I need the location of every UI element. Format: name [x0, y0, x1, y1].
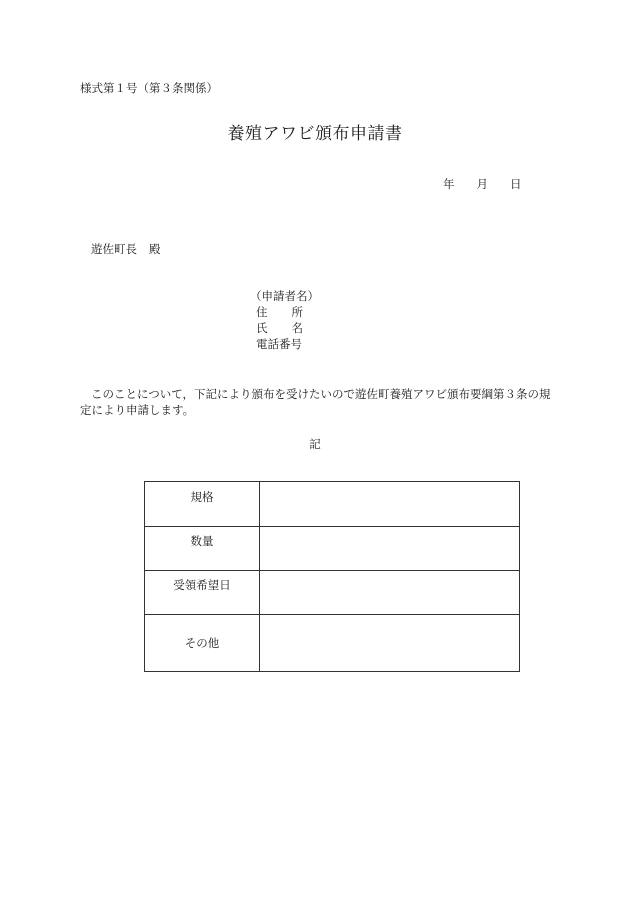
applicant-address-char-2: 所 — [291, 305, 303, 319]
applicant-address-label — [250, 304, 319, 320]
table-row — [145, 482, 520, 527]
table-label-other: その他 — [145, 615, 260, 672]
table-row — [145, 615, 520, 672]
table-value-quantity[interactable] — [260, 527, 520, 571]
applicant-block — [250, 288, 319, 352]
date-day-label: 日 — [510, 177, 522, 191]
body-text: このことについて，下記により頒布を受けたいので遊佐町養殖アワビ頒布要綱第３条の規定により申請します。 — [80, 387, 551, 417]
table-row — [145, 571, 520, 615]
ki-heading: 記 — [309, 437, 321, 451]
table-value-spec[interactable] — [260, 482, 520, 527]
date-month-label: 月 — [476, 177, 488, 191]
table-value-other[interactable] — [260, 615, 520, 672]
applicant-address-char-1: 住 — [256, 305, 268, 319]
applicant-name-label — [250, 320, 319, 336]
table-value-desired-date[interactable] — [260, 571, 520, 615]
date-year-label: 年 — [443, 177, 455, 191]
table-label-spec: 規格 — [145, 482, 260, 527]
applicant-heading: （申請者名） — [250, 289, 319, 303]
applicant-name-char-1: 氏 — [256, 321, 268, 335]
recipient-name: 遊佐町長 — [91, 242, 137, 256]
recipient-honorific: 殿 — [149, 242, 161, 256]
table-label-desired-date: 受領希望日 — [145, 571, 260, 615]
form-number: 様式第１号（第３条関係） — [80, 81, 218, 95]
applicant-phone-label: 電話番号 — [256, 337, 302, 351]
table-row — [145, 527, 520, 571]
date-row — [443, 176, 522, 192]
applicant-name-char-2: 名 — [291, 321, 303, 335]
table-label-quantity: 数量 — [145, 527, 260, 571]
document-title: 養殖アワビ頒布申請書 — [227, 124, 403, 144]
recipient — [91, 241, 161, 257]
application-table — [144, 481, 520, 672]
